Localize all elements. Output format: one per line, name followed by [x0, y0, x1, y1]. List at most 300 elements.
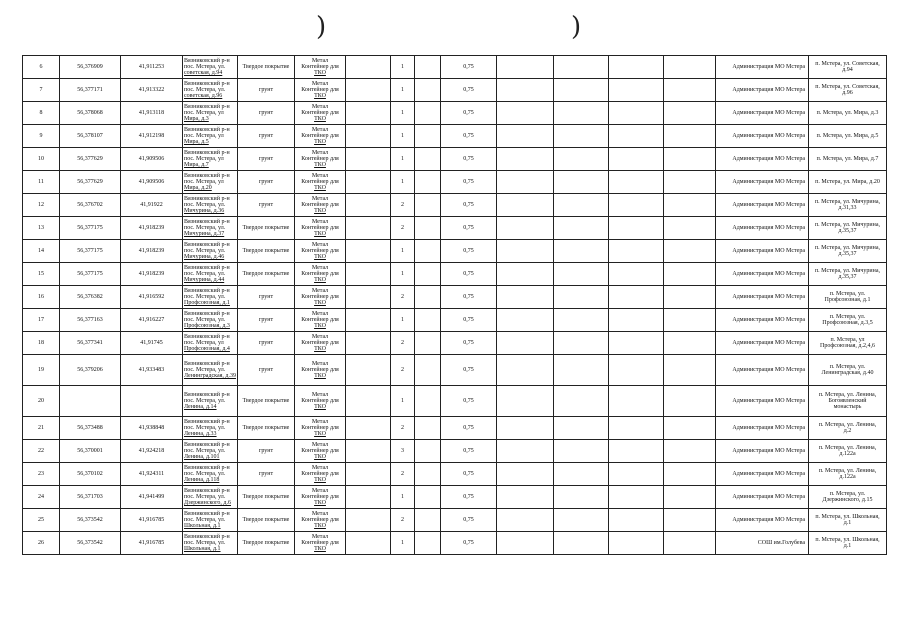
container-volume-cell: 0,75 [441, 263, 497, 286]
container-count-cell: 1 [391, 125, 415, 148]
longitude-cell: 41,916785 [121, 532, 183, 555]
container-type-cell-line: Контейнер для [301, 339, 339, 346]
container-type-cell [295, 263, 346, 286]
container-type-cell-line: Контейнер для [301, 293, 339, 300]
container-type-cell-line: ТКО [314, 346, 326, 353]
empty-cell [415, 240, 441, 263]
row-number: 9 [23, 125, 60, 148]
container-type-cell-line: Контейнер для [301, 316, 339, 323]
table-row [23, 509, 887, 532]
empty-cell [497, 440, 554, 463]
surface-type-cell: грунт [238, 79, 295, 102]
empty-cell [497, 102, 554, 125]
owner-org-cell: Администрация МО Мстера [716, 194, 809, 217]
address-cell [183, 194, 238, 217]
waste-source-cell-line: п. Мстера, ул. [829, 363, 866, 370]
row-number: 8 [23, 102, 60, 125]
address-cell-line: пос. Мстера, ул [184, 155, 224, 162]
surface-type-cell: Твердое покрытие [238, 217, 295, 240]
container-type-cell [295, 56, 346, 79]
table-row [23, 102, 887, 125]
address-cell-line: пос. Мстера, ул. [184, 366, 226, 373]
empty-cell [609, 263, 664, 286]
empty-cell [497, 332, 554, 355]
container-volume-cell: 0,75 [441, 56, 497, 79]
empty-cell [609, 532, 664, 555]
container-type-cell-line: Метал [311, 333, 329, 340]
container-count-cell: 1 [391, 171, 415, 194]
longitude-cell: 41,909506 [121, 148, 183, 171]
address-cell [183, 240, 238, 263]
container-type-cell-line: Контейнер для [301, 155, 339, 162]
owner-org-cell: Администрация МО Мстера [716, 440, 809, 463]
address-cell-line: Школьная, д.1 [184, 523, 221, 530]
latitude-cell: 56,370001 [60, 440, 121, 463]
empty-cell [497, 417, 554, 440]
waste-source-cell-line: д.35,37 [838, 228, 857, 234]
table-row [23, 309, 887, 332]
empty-cell [346, 386, 391, 417]
empty-cell [664, 309, 716, 332]
waste-source-cell [809, 217, 887, 240]
address-cell-line: Вязниковский р-н [184, 287, 230, 294]
waste-source-cell-line: п. Мстера, ул. [829, 313, 866, 320]
container-type-cell [295, 532, 346, 555]
row-number: 26 [23, 532, 60, 555]
empty-cell [415, 463, 441, 486]
owner-org-cell: Администрация МО Мстера [716, 386, 809, 417]
waste-source-cell-line: д.122а [839, 451, 856, 457]
waste-source-cell-line: д.96 [842, 90, 853, 96]
owner-org-cell: Администрация МО Мстера [716, 309, 809, 332]
container-type-cell-line: Метал [311, 195, 329, 202]
owner-org-cell: Администрация МО Мстера [716, 217, 809, 240]
address-cell-line: пос. Мстера, ул [184, 178, 224, 185]
latitude-cell: 56,376382 [60, 286, 121, 309]
empty-cell [346, 486, 391, 509]
container-type-cell-line: Метал [311, 533, 329, 540]
container-count-cell: 2 [391, 286, 415, 309]
address-cell-line: Вязниковский р-н [184, 333, 230, 340]
container-count-cell: 2 [391, 332, 415, 355]
waste-source-cell [809, 240, 887, 263]
empty-cell [497, 171, 554, 194]
container-count-cell: 2 [391, 509, 415, 532]
longitude-cell: 41,913322 [121, 79, 183, 102]
container-type-cell-line: Контейнер для [301, 178, 339, 185]
waste-source-cell-line: д.1 [843, 520, 852, 526]
table-row [23, 355, 887, 386]
container-type-cell [295, 240, 346, 263]
empty-cell [415, 355, 441, 386]
longitude-cell: 41,912198 [121, 125, 183, 148]
empty-cell [664, 102, 716, 125]
address-cell-line: пос. Мстера, ул. [184, 224, 226, 231]
empty-cell [497, 386, 554, 417]
address-cell-line: советская, д.94 [184, 70, 223, 77]
container-type-cell-line: ТКО [314, 404, 326, 411]
container-count-cell: 1 [391, 532, 415, 555]
address-cell-line: Вязниковский р-н [184, 441, 230, 448]
empty-cell [554, 263, 609, 286]
longitude-cell: 41,91922 [121, 194, 183, 217]
container-volume-cell: 0,75 [441, 171, 497, 194]
owner-org-cell: Администрация МО Мстера [716, 486, 809, 509]
empty-cell [415, 509, 441, 532]
empty-cell [554, 240, 609, 263]
waste-source-cell-line: п. Мстера, ул. Ленина, [818, 444, 877, 451]
address-cell-line: Вязниковский р-н [184, 241, 230, 248]
owner-org-cell: Администрация МО Мстера [716, 509, 809, 532]
waste-source-cell [809, 263, 887, 286]
address-cell [183, 386, 238, 417]
address-cell-line: Ленина, д.33 [184, 431, 217, 438]
waste-source-cell [809, 309, 887, 332]
container-volume-cell: 0,75 [441, 217, 497, 240]
container-count-cell: 1 [391, 102, 415, 125]
row-number: 19 [23, 355, 60, 386]
container-type-cell-line: Контейнер для [301, 539, 339, 546]
empty-cell [609, 386, 664, 417]
surface-type-cell: грунт [238, 148, 295, 171]
container-type-cell-line: Метал [311, 149, 329, 156]
waste-source-cell-line: п. Мстера, ул. Мичурина, [814, 244, 881, 251]
container-type-cell [295, 332, 346, 355]
surface-type-cell: Твердое покрытие [238, 532, 295, 555]
latitude-cell: 56,373488 [60, 417, 121, 440]
address-cell-line: Школьная, д.1 [184, 546, 221, 553]
container-type-cell-line: ТКО [314, 70, 326, 77]
waste-source-cell-line: Ленинградская, д.40 [821, 370, 874, 376]
latitude-cell: 56,378107 [60, 125, 121, 148]
empty-cell [609, 217, 664, 240]
address-cell-line: Вязниковский р-н [184, 103, 230, 110]
surface-type-cell: Твердое покрытие [238, 263, 295, 286]
container-type-cell-line: ТКО [314, 431, 326, 438]
address-cell [183, 486, 238, 509]
empty-cell [415, 79, 441, 102]
waste-source-cell-line: п. Мстера, ул. Мира, д.5 [816, 132, 879, 139]
container-type-cell [295, 486, 346, 509]
container-type-cell [295, 171, 346, 194]
container-type-cell-line: Контейнер для [301, 470, 339, 477]
table-row [23, 486, 887, 509]
empty-cell [346, 102, 391, 125]
table-row [23, 440, 887, 463]
empty-cell [497, 286, 554, 309]
empty-cell [609, 79, 664, 102]
table-row [23, 240, 887, 263]
empty-cell [415, 532, 441, 555]
empty-cell [664, 263, 716, 286]
owner-org-cell: Администрация МО Мстера [716, 417, 809, 440]
surface-type-cell: Твердое покрытие [238, 56, 295, 79]
empty-cell [497, 263, 554, 286]
waste-source-cell [809, 171, 887, 194]
address-cell-line: Ленина, д.14 [184, 404, 217, 411]
address-cell-line: пос. Мстера, ул. [184, 424, 226, 431]
container-type-cell-line: ТКО [314, 93, 326, 100]
waste-source-cell [809, 463, 887, 486]
address-cell-line: пос. Мстера, ул. [184, 493, 226, 500]
row-number: 11 [23, 171, 60, 194]
waste-source-cell-line: Профсоюзная, д.3,5 [822, 320, 873, 326]
container-count-cell: 1 [391, 148, 415, 171]
address-cell-line: Вязниковский р-н [184, 218, 230, 225]
empty-cell [609, 332, 664, 355]
row-number: 24 [23, 486, 60, 509]
owner-org-cell: Администрация МО Мстера [716, 463, 809, 486]
address-cell-line: пос. Мстера, ул. [184, 397, 226, 404]
address-cell [183, 148, 238, 171]
container-type-cell-line: Контейнер для [301, 447, 339, 454]
address-cell-line: пос. Мстера, ул. [184, 247, 226, 254]
container-count-cell: 1 [391, 56, 415, 79]
container-type-cell-line: Метал [311, 241, 329, 248]
waste-source-cell-line: д.35,37 [838, 251, 857, 257]
container-type-cell-line: Метал [311, 218, 329, 225]
container-type-cell [295, 79, 346, 102]
empty-cell [664, 463, 716, 486]
waste-source-cell-line: п. Мстера, ул. Мира, д.7 [816, 155, 879, 162]
waste-source-cell [809, 486, 887, 509]
address-cell [183, 509, 238, 532]
empty-cell [664, 440, 716, 463]
empty-cell [554, 440, 609, 463]
empty-cell [497, 355, 554, 386]
waste-source-cell-line: п. Мстера, ул. Мичурина, [814, 198, 881, 205]
empty-cell [664, 148, 716, 171]
owner-org-cell: Администрация МО Мстера [716, 286, 809, 309]
container-type-cell-line: ТКО [314, 323, 326, 330]
empty-cell [554, 102, 609, 125]
latitude-cell [60, 386, 121, 417]
container-type-cell-line: Метал [311, 287, 329, 294]
empty-cell [664, 532, 716, 555]
table-row [23, 79, 887, 102]
waste-source-cell [809, 532, 887, 555]
waste-source-cell-line: п. Мстера, ул. [829, 290, 866, 297]
surface-type-cell: грунт [238, 102, 295, 125]
address-cell [183, 417, 238, 440]
container-type-cell [295, 217, 346, 240]
waste-source-cell [809, 440, 887, 463]
latitude-cell: 56,377163 [60, 309, 121, 332]
empty-cell [346, 309, 391, 332]
address-cell-line: Ленина, д.101 [184, 454, 220, 461]
container-volume-cell: 0,75 [441, 194, 497, 217]
address-cell-line: пос. Мстера, ул. [184, 63, 226, 70]
container-type-cell-line: Контейнер для [301, 424, 339, 431]
container-volume-cell: 0,75 [441, 102, 497, 125]
waste-source-cell-line: Дзержинского, д.15 [822, 497, 873, 503]
latitude-cell: 56,373542 [60, 532, 121, 555]
longitude-cell: 41,918239 [121, 263, 183, 286]
container-type-cell-line: Контейнер для [301, 201, 339, 208]
empty-cell [554, 463, 609, 486]
container-type-cell-line: ТКО [314, 454, 326, 461]
address-cell-line: пос. Мстера, ул [184, 109, 224, 116]
page-binding-mark-left: ) [316, 12, 327, 42]
empty-cell [664, 125, 716, 148]
latitude-cell: 56,376702 [60, 194, 121, 217]
container-volume-cell: 0,75 [441, 417, 497, 440]
row-number: 23 [23, 463, 60, 486]
address-cell-line: Вязниковский р-н [184, 510, 230, 517]
owner-org-cell: Администрация МО Мстера [716, 56, 809, 79]
empty-cell [609, 417, 664, 440]
empty-cell [554, 79, 609, 102]
container-volume-cell: 0,75 [441, 386, 497, 417]
row-number: 25 [23, 509, 60, 532]
empty-cell [346, 440, 391, 463]
longitude-cell [121, 386, 183, 417]
address-cell-line: Мичурина, д.37 [184, 231, 225, 238]
empty-cell [554, 509, 609, 532]
address-cell-line: пос. Мстера, ул [184, 339, 224, 346]
longitude-cell: 41,941499 [121, 486, 183, 509]
latitude-cell: 56,377175 [60, 263, 121, 286]
empty-cell [415, 56, 441, 79]
empty-cell [554, 417, 609, 440]
container-type-cell-line: ТКО [314, 373, 326, 380]
address-cell [183, 125, 238, 148]
container-type-cell-line: Метал [311, 418, 329, 425]
waste-source-cell [809, 194, 887, 217]
latitude-cell: 56,377175 [60, 240, 121, 263]
surface-type-cell: Твердое покрытие [238, 417, 295, 440]
waste-source-cell-line: д.122а [839, 474, 856, 480]
surface-type-cell: Твердое покрытие [238, 486, 295, 509]
container-volume-cell: 0,75 [441, 463, 497, 486]
empty-cell [346, 263, 391, 286]
container-type-cell-line: ТКО [314, 500, 326, 507]
surface-type-cell: грунт [238, 194, 295, 217]
address-cell [183, 263, 238, 286]
waste-source-cell [809, 355, 887, 386]
waste-source-cell-line: монастырь [833, 404, 862, 411]
waste-source-cell-line: п. Мстера, ул. Ленина, [818, 391, 877, 398]
row-number: 16 [23, 286, 60, 309]
empty-cell [609, 440, 664, 463]
container-count-cell: 2 [391, 463, 415, 486]
container-type-cell-line: ТКО [314, 116, 326, 123]
empty-cell [664, 486, 716, 509]
latitude-cell: 56,376909 [60, 56, 121, 79]
address-cell-line: пос. Мстера, ул. [184, 539, 226, 546]
waste-source-cell [809, 102, 887, 125]
page-binding-mark-right: ) [571, 12, 582, 42]
latitude-cell: 56,373542 [60, 509, 121, 532]
empty-cell [346, 532, 391, 555]
address-cell-line: Мичурина, д.46 [184, 254, 225, 261]
table-row [23, 532, 887, 555]
empty-cell [346, 509, 391, 532]
empty-cell [664, 240, 716, 263]
empty-cell [415, 332, 441, 355]
empty-cell [415, 309, 441, 332]
surface-type-cell: грунт [238, 355, 295, 386]
empty-cell [415, 440, 441, 463]
waste-source-cell [809, 56, 887, 79]
container-volume-cell: 0,75 [441, 440, 497, 463]
empty-cell [664, 332, 716, 355]
empty-cell [609, 56, 664, 79]
container-type-cell-line: Контейнер для [301, 63, 339, 70]
table-row [23, 386, 887, 417]
row-number: 17 [23, 309, 60, 332]
container-type-cell-line: Контейнер для [301, 516, 339, 523]
surface-type-cell: Твердое покрытие [238, 386, 295, 417]
waste-source-cell [809, 386, 887, 417]
empty-cell [497, 125, 554, 148]
empty-cell [415, 217, 441, 240]
address-cell-line: Мира, д.5 [184, 139, 209, 146]
longitude-cell: 41,916227 [121, 309, 183, 332]
table-row [23, 217, 887, 240]
container-volume-cell: 0,75 [441, 332, 497, 355]
container-count-cell: 2 [391, 194, 415, 217]
container-type-cell-line: Метал [311, 464, 329, 471]
empty-cell [346, 125, 391, 148]
waste-sites-table [22, 55, 887, 555]
container-type-cell-line: ТКО [314, 277, 326, 284]
container-type-cell-line: Контейнер для [301, 109, 339, 116]
container-type-cell [295, 463, 346, 486]
empty-cell [346, 194, 391, 217]
empty-cell [554, 286, 609, 309]
row-number: 6 [23, 56, 60, 79]
address-cell-line: Мичурина, д.44 [184, 277, 225, 284]
address-cell-line: пос. Мстера, ул. [184, 293, 226, 300]
container-type-cell [295, 286, 346, 309]
container-count-cell: 2 [391, 417, 415, 440]
container-type-cell [295, 386, 346, 417]
waste-source-cell [809, 79, 887, 102]
latitude-cell: 56,377629 [60, 171, 121, 194]
container-type-cell-line: Метал [311, 441, 329, 448]
address-cell-line: Вязниковский р-н [184, 264, 230, 271]
row-number: 12 [23, 194, 60, 217]
container-type-cell-line: Метал [311, 57, 329, 64]
container-type-cell-line: Контейнер для [301, 270, 339, 277]
address-cell-line: Вязниковский р-н [184, 126, 230, 133]
container-type-cell-line: Метал [311, 103, 329, 110]
table-row [23, 125, 887, 148]
empty-cell [415, 417, 441, 440]
waste-source-cell-line: д.94 [842, 67, 853, 73]
container-count-cell: 1 [391, 486, 415, 509]
waste-source-cell-line: п. Мстера, ул. Советская, [815, 60, 880, 67]
container-type-cell-line: ТКО [314, 139, 326, 146]
address-cell-line: Вязниковский р-н [184, 195, 230, 202]
address-cell [183, 355, 238, 386]
address-cell [183, 332, 238, 355]
address-cell-line: Мичурина, д.36 [184, 208, 225, 215]
row-number: 10 [23, 148, 60, 171]
waste-source-cell [809, 417, 887, 440]
empty-cell [609, 309, 664, 332]
container-type-cell-line: ТКО [314, 523, 326, 530]
surface-type-cell: грунт [238, 463, 295, 486]
address-cell [183, 463, 238, 486]
address-cell-line: пос. Мстера, ул. [184, 470, 226, 477]
address-cell-line: советская, д.96 [184, 93, 223, 100]
waste-source-cell-line: п. Мстера, ул. Мира, д.20 [815, 178, 880, 185]
empty-cell [609, 463, 664, 486]
empty-cell [497, 148, 554, 171]
waste-source-cell-line: п. Мстера, ул. [829, 490, 866, 497]
